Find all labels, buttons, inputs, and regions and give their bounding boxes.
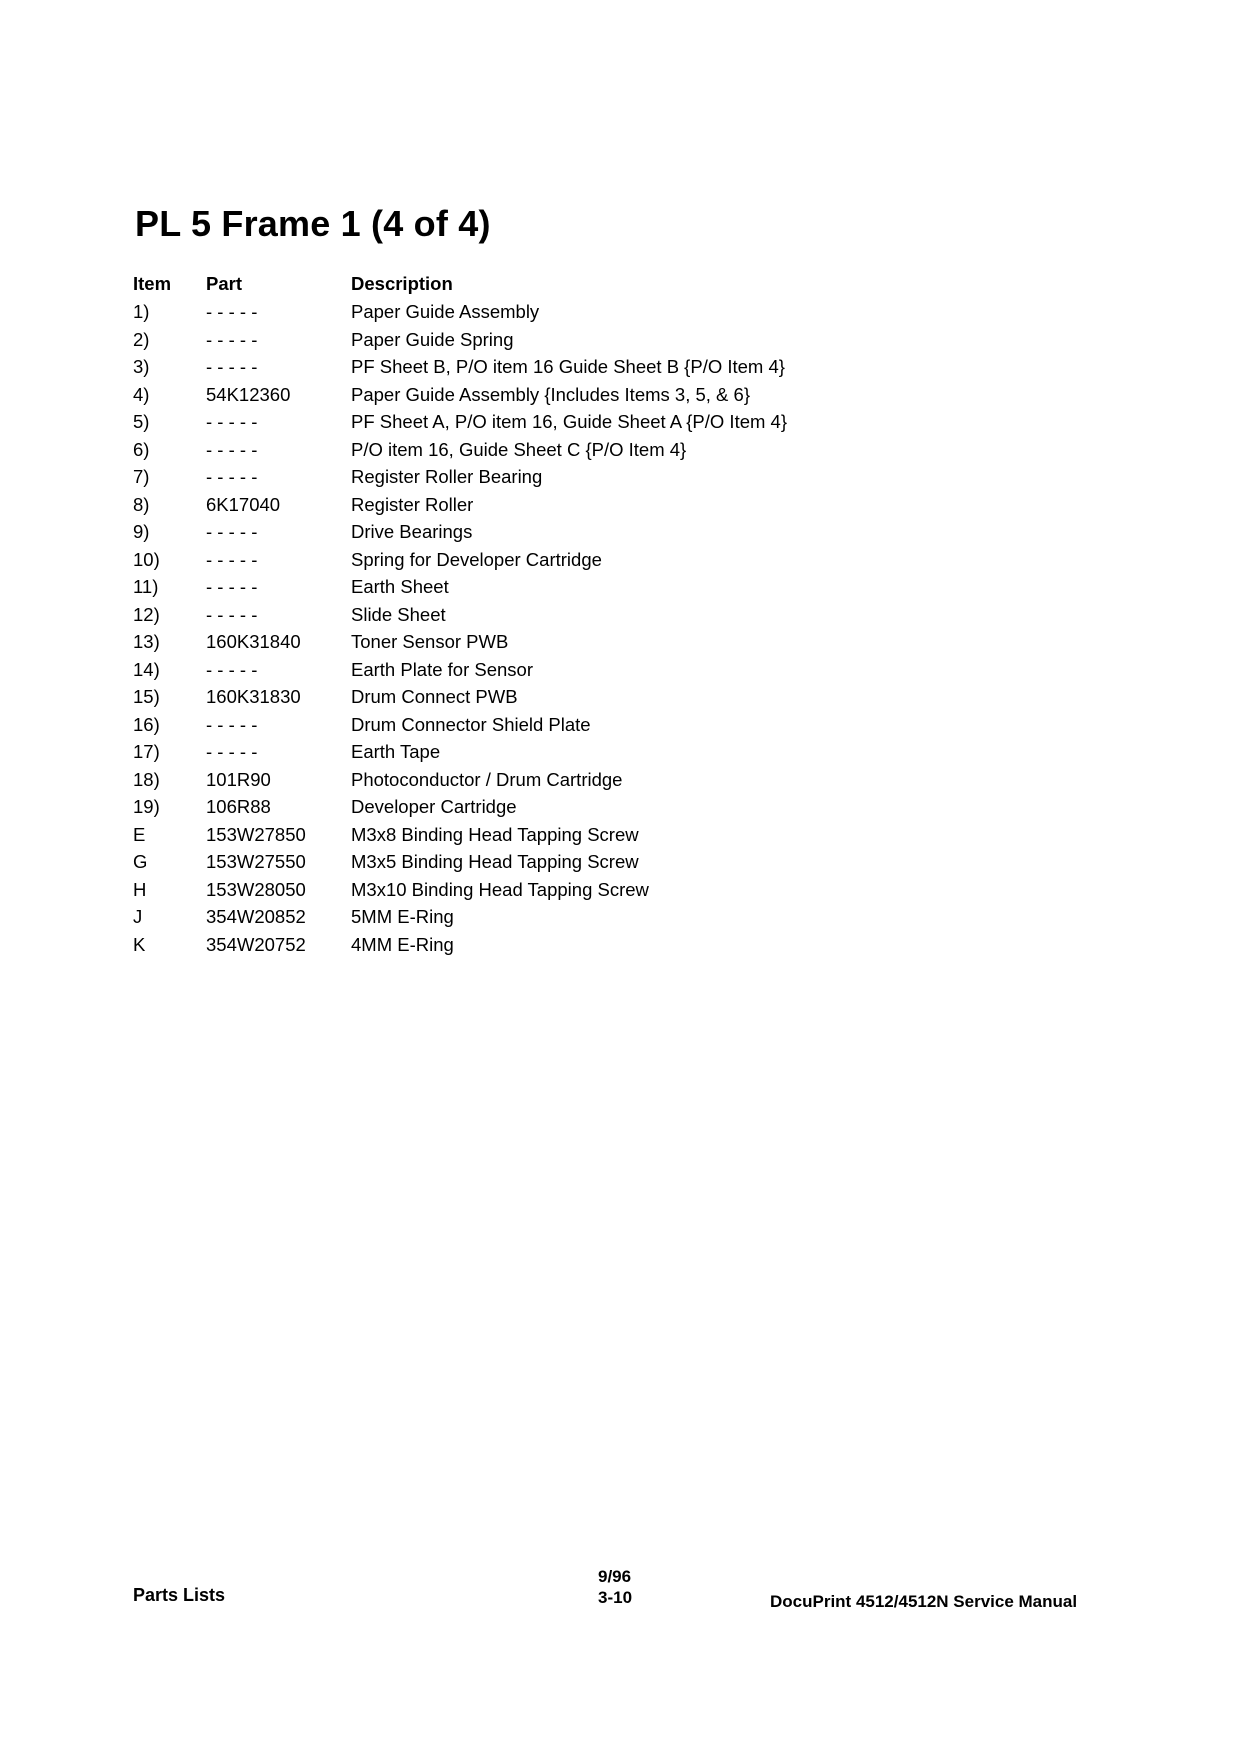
part-number-cell: 160K31830 <box>206 686 301 707</box>
column-header-part: Part <box>206 273 242 294</box>
table-row <box>133 381 951 409</box>
part-number-cell: - - - - - <box>206 328 258 350</box>
part-number-cell: - - - - - <box>206 548 258 570</box>
description-cell: 4MM E-Ring <box>351 933 454 955</box>
part-number-cell: - - - - - <box>206 603 258 625</box>
table-row <box>133 903 951 931</box>
part-number-cell: - - - - - <box>206 466 258 487</box>
table-row <box>133 353 951 381</box>
table-row <box>133 436 951 464</box>
table-row <box>133 408 951 436</box>
table-row <box>133 848 951 876</box>
description-cell: PF Sheet A, P/O item 16, Guide Sheet A {P/O Item 4} <box>351 411 788 432</box>
item-cell: 17) <box>133 741 160 762</box>
description-cell: Drive Bearings <box>351 521 473 542</box>
item-cell: 13) <box>133 631 160 652</box>
table-row <box>133 518 951 546</box>
description-cell: P/O item 16, Guide Sheet C {P/O Item 4} <box>351 438 687 460</box>
part-number-cell: 101R90 <box>206 768 271 790</box>
item-cell: 18) <box>133 768 160 790</box>
description-cell: Drum Connector Shield Plate <box>351 713 591 735</box>
part-number-cell: 160K31840 <box>206 631 301 652</box>
table-row <box>133 876 951 904</box>
table-row <box>133 546 951 574</box>
description-cell: Photoconductor / Drum Cartridge <box>351 768 623 790</box>
item-cell: J <box>133 906 143 927</box>
footer-center <box>598 1566 632 1608</box>
description-cell: PF Sheet B, P/O item 16 Guide Sheet B {P/O Item 4} <box>351 356 785 377</box>
table-row <box>133 573 951 601</box>
part-number-cell: 6K17040 <box>206 493 281 515</box>
table-row <box>133 298 951 326</box>
footer-date: 9/96 <box>598 1567 632 1586</box>
item-cell: 14) <box>133 658 160 680</box>
description-cell: Slide Sheet <box>351 603 446 625</box>
part-number-cell: 54K12360 <box>206 383 291 405</box>
footer-manual-title: DocuPrint 4512/4512N Service Manual <box>770 1592 1078 1611</box>
footer-section-name: Parts Lists <box>133 1585 226 1605</box>
part-number-cell: 153W28050 <box>206 878 306 900</box>
table-row <box>133 931 951 959</box>
footer-page-number: 3-10 <box>598 1588 633 1607</box>
item-cell: 7) <box>133 466 150 487</box>
part-number-cell: - - - - - <box>206 576 258 597</box>
item-cell: 16) <box>133 713 160 735</box>
table-row <box>133 656 951 684</box>
description-cell: Paper Guide Assembly {Includes Items 3, 5, & 6} <box>351 383 750 405</box>
part-number-cell: - - - - - <box>206 521 258 542</box>
part-number-cell: - - - - - <box>206 301 258 322</box>
part-number-cell: - - - - - <box>206 411 258 432</box>
description-cell: Developer Cartridge <box>351 796 517 817</box>
table-row <box>133 766 951 794</box>
item-cell: E <box>133 823 146 845</box>
item-cell: 11) <box>133 576 159 597</box>
table-row <box>133 628 951 656</box>
item-cell: 19) <box>133 796 160 817</box>
table-row <box>133 601 951 629</box>
page-title: PL 5 Frame 1 (4 of 4) <box>135 203 491 244</box>
description-cell: Toner Sensor PWB <box>351 631 509 652</box>
part-number-cell: - - - - - <box>206 741 258 762</box>
part-number-cell: 106R88 <box>206 796 271 817</box>
column-header-description: Description <box>351 273 453 294</box>
description-cell: Spring for Developer Cartridge <box>351 548 602 570</box>
part-number-cell: - - - - - <box>206 438 258 460</box>
description-cell: Register Roller <box>351 493 474 515</box>
item-cell: 8) <box>133 493 150 515</box>
description-cell: Earth Plate for Sensor <box>351 658 534 680</box>
item-cell: G <box>133 851 148 872</box>
table-row <box>133 711 951 739</box>
description-cell: M3x10 Binding Head Tapping Screw <box>351 878 649 900</box>
item-cell: H <box>133 878 147 900</box>
column-header-item: Item <box>133 273 172 294</box>
parts-list-body <box>133 298 951 958</box>
description-cell: Earth Sheet <box>351 576 449 597</box>
table-row <box>133 683 951 711</box>
description-cell: Paper Guide Assembly <box>351 301 540 322</box>
description-cell: Register Roller Bearing <box>351 466 543 487</box>
item-cell: 2) <box>133 328 150 350</box>
parts-list-table <box>133 270 951 958</box>
item-cell: 9) <box>133 521 150 542</box>
part-number-cell: - - - - - <box>206 658 258 680</box>
description-cell: 5MM E-Ring <box>351 906 454 927</box>
table-row <box>133 463 951 491</box>
table-row <box>133 793 951 821</box>
item-cell: 1) <box>133 301 150 322</box>
table-row <box>133 738 951 766</box>
description-cell: M3x5 Binding Head Tapping Screw <box>351 851 639 872</box>
table-row <box>133 821 951 849</box>
table-row <box>133 491 951 519</box>
part-number-cell: - - - - - <box>206 713 258 735</box>
item-cell: K <box>133 933 146 955</box>
item-cell: 3) <box>133 356 150 377</box>
part-number-cell: - - - - - <box>206 356 258 377</box>
item-cell: 15) <box>133 686 160 707</box>
table-row <box>133 326 951 354</box>
description-cell: Paper Guide Spring <box>351 328 514 350</box>
item-cell: 6) <box>133 438 150 460</box>
description-cell: Earth Tape <box>351 741 441 762</box>
part-number-cell: 153W27850 <box>206 823 306 845</box>
part-number-cell: 153W27550 <box>206 851 306 872</box>
description-cell: Drum Connect PWB <box>351 686 518 707</box>
item-cell: 5) <box>133 411 150 432</box>
part-number-cell: 354W20852 <box>206 906 306 927</box>
table-header-row <box>133 270 951 298</box>
item-cell: 4) <box>133 383 150 405</box>
item-cell: 12) <box>133 603 160 625</box>
description-cell: M3x8 Binding Head Tapping Screw <box>351 823 639 845</box>
part-number-cell: 354W20752 <box>206 933 306 955</box>
item-cell: 10) <box>133 548 160 570</box>
